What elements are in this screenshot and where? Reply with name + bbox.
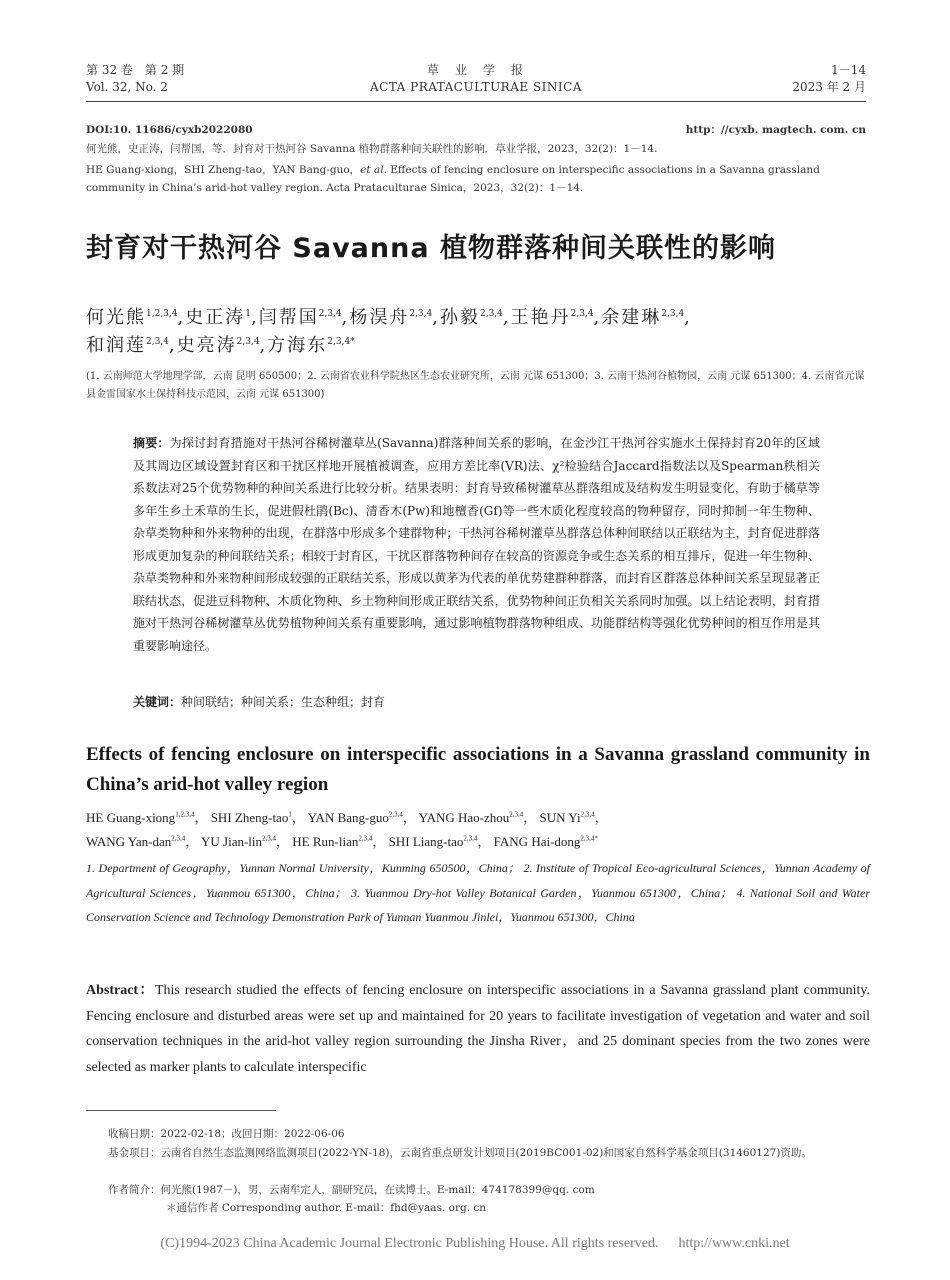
page-title-en: Effects of fencing enclosure on interspecific associations in a Savanna grassland community in China’s arid-hot valley region [86, 744, 870, 795]
author-separator: ， [477, 834, 494, 849]
author-separator: ， [523, 810, 540, 825]
author-separator: , [432, 307, 440, 328]
funding-text: 云南省自然生态监测网络监测项目(2022-YN-18)，云南省重点研发计划项目(2019BC001-02)和国家自然科学基金项目(31460127)资助。 [160, 1147, 812, 1159]
author-affiliation-marker: 2,3,4 [262, 834, 277, 843]
author-affiliation-marker: 2,3,4* [327, 337, 355, 347]
affiliations-en: 1. Department of Geography，Yunnan Normal University，Kunming 650500，China； 2. Institute of Tropical Eco-agricultural Sciences，Yunnan Academy of Agricultural Sciences，Yuanmou 651300，China； 3. Yuanmou Dry-hot Valley Botanical Garden，Yuanmou 651300，China； 4. National Soil and Water Conservation Science and Technology Demonstration Park of Yunnan Yuanmou Jinlei，Yuanmou 651300，China [86, 861, 870, 924]
footnote-rule [86, 1110, 276, 1111]
copyright-text: (C)1994-2023 China Academic Journal Electronic Publishing House. All rights reserved. [160, 1236, 659, 1251]
author-affiliation-marker: 1,2,3,4 [175, 810, 195, 819]
author-separator: , [259, 335, 268, 356]
abstract-text-en: This research studied the effects of fencing enclosure on interspecific associations in a Savanna grassland plant community. Fencing enclosure and disturbed areas were set up and maintained for 20 years to facilitate investigation of vegetation and water and soil conservation techniques in the arid-hot valley region surrounding the Jinsha River，and 25 dominant species from the two zones were selected as marker plants to calculate interspecific [86, 983, 870, 1075]
author-separator: , [684, 307, 692, 328]
doi-line [86, 121, 866, 139]
footnote-funding [108, 1145, 868, 1161]
journal-url-link[interactable]: http：//cyxb. magtech. com. cn [685, 124, 866, 136]
author-affiliation-marker: 2,3,4 [171, 834, 186, 843]
author-affiliation-marker: 1 [245, 309, 251, 319]
page-date-info [792, 62, 866, 96]
keywords-label-cn: 关键词： [133, 695, 182, 709]
en-citation-etal: et al [360, 164, 384, 176]
author-name-en: YU Jian-lin [201, 834, 263, 849]
author-separator: , [168, 335, 177, 356]
author-name-cn: 何光熊 [86, 307, 146, 328]
author-affiliation-marker: 2,3,4 [236, 337, 260, 347]
author-separator: ， [291, 810, 308, 825]
author-affiliation-marker: 2,3,4 [388, 810, 403, 819]
author-affiliation-marker: 2,3,4 [570, 309, 594, 319]
author-separator: ， [185, 834, 201, 849]
cn-citation: 何光熊，史正涛，闫帮国，等．封育对干热河谷 Savanna 植物群落种间关联性的影响．草业学报，2023，32(2)：1－14. [86, 143, 658, 155]
author-list-en [86, 806, 870, 854]
author-affiliation-marker: 2,3,4 [463, 834, 478, 843]
author-affiliation-marker: 2,3,4 [509, 810, 524, 819]
author-name-en: SHI Zheng-tao [210, 810, 289, 825]
author-name-cn: 史正涛 [185, 307, 246, 328]
funding-label: 基金项目： [108, 1147, 161, 1159]
author-separator: ， [276, 834, 293, 849]
volume-en: Vol. 32, No. 2 [86, 80, 168, 94]
author-name-cn: 方海东 [267, 335, 328, 356]
author-name-en: HE Guang-xiong [86, 810, 176, 825]
cnki-link[interactable]: http://www.cnki.net [678, 1236, 790, 1251]
author-affiliation-marker: 2,3,4 [318, 309, 342, 319]
author-separator: ， [594, 810, 608, 825]
author-name-cn: 孙毅 [439, 307, 480, 328]
abstract-cn [133, 432, 820, 657]
en-citation-authors: HE Guang-xiong，SHI Zheng-tao，YAN Bang-guo， [86, 164, 361, 176]
footnote-author-intro: 作者简介：何光熊(1987－)，男，云南牟定人，副研究员，在读博士。E-mail：474178399@qq. com [108, 1184, 595, 1196]
keywords-text-cn: 种间联结；种间关系；生态种组；封育 [181, 695, 386, 709]
abstract-label-en: Abstract： [86, 983, 155, 998]
author-name-en: HE Run-lian [292, 834, 359, 849]
doi-link[interactable]: DOI:10. 11686/cyxb2022080 [86, 124, 253, 136]
journal-name-cn: 草 业 学 报 [426, 63, 525, 77]
author-separator: ， [194, 810, 211, 825]
author-separator: , [177, 307, 186, 328]
en-citation [86, 161, 866, 197]
page-range: 1－14 [831, 63, 866, 77]
header-rule [86, 101, 866, 102]
author-name-cn: 杨淏舟 [349, 307, 410, 328]
abstract-text-cn: 为探讨封育措施对干热河谷稀树灌草丛(Savanna)群落种间关系的影响，在金沙江干热河谷实施水土保持封育20年的区域及其周边区域设置封育区和干扰区样地开展植被调查，应用方差比率(VR)法、χ²检验结合Jaccard指数法以及Spearman秩相关系数法对25个优势物种的种间关系进行比较分析。结果表明：封育导致稀树灌草丛群落组成及结构发生明显变化，有助于橘草等多年生乡土禾草的生长，促进假杜鹃(Bc)、清香木(Pw)和地檀香(Gf)等一些木质化程度较高的物种留存，同时抑制一年生物种、杂草类物种和外来物种的出现，在群落中形成多个建群物种；干热河谷稀树灌草丛群落总体种间联结以正联结为主，封育促进群落形成更加复杂的种间联结关系；相较于封育区，干扰区群落物种间存在较高的资源竞争或生态关系的相互排斥，促进一年生物种、杂草类物种和外来物种间形成较强的正联结关系，形成以黄茅为代表的单优势建群种群落，而封育区群落总体种间关系呈现显著正联结状态，促进豆科物种、木质化物种、乡土物种间形成正联结关系，优势物种间正负相关关系同时加强。以上结论表明，封育措施对干热河谷稀树灌草丛优势植物种间关系有重要影响，通过影响植物群落物种组成、功能群结构等强化优势种间的相互作用是其重要影响途径。 [133, 436, 820, 653]
footnote-corresponding: ＊通信作者 Corresponding author. E-mail：fhd@yaas. org. cn [166, 1202, 487, 1214]
author-affiliation-marker: 1,2,3,4 [146, 309, 178, 319]
author-name-cn: 史亮涛 [176, 335, 237, 356]
author-name-en: YANG Hao-zhou [418, 810, 510, 825]
affiliations-cn: (1. 云南师范大学地理学部，云南 昆明 650500；2. 云南省农业科学院热区生态农业研究所，云南 元谋 651300；3. 云南干热河谷植物园，云南 元谋 651300；4. 云南省元谋县金雷国家水土保持科技示范园，云南 元谋 651300) [86, 371, 865, 400]
author-affiliation-marker: 2,3,4* [580, 834, 598, 843]
author-affiliation-marker: 1 [288, 810, 292, 819]
author-affiliation-marker: 2,3,4 [358, 834, 373, 843]
author-name-en: FANG Hai-dong [493, 834, 581, 849]
author-separator: , [250, 307, 259, 328]
author-name-cn: 王艳丹 [510, 307, 571, 328]
copyright-line [0, 1236, 950, 1252]
footnote-dates: 收稿日期：2022-02-18；改回日期：2022-06-06 [108, 1128, 345, 1140]
author-separator: ， [372, 834, 389, 849]
author-name-en: WANG Yan-dan [86, 834, 172, 849]
en-citation-rest: . Effects of fencing enclosure on interspecific associations in a Savanna grassland community in China’s arid-hot valley region. Acta Prataculturae Sinica，2023，32(2)：1－14. [86, 164, 820, 194]
volume-cn: 第 32 卷 第 2 期 [86, 63, 185, 77]
author-name-cn: 闫帮国 [258, 307, 319, 328]
author-affiliation-marker: 2,3,4 [661, 309, 685, 319]
author-affiliation-marker: 2,3,4 [146, 337, 169, 347]
author-name-en: SHI Liang-tao [388, 834, 464, 849]
journal-name-en: ACTA PRATACULTURAE SINICA [369, 80, 583, 94]
issue-date: 2023 年 2 月 [792, 80, 866, 94]
page-title-cn: 封育对干热河谷 Savanna 植物群落种间关联性的影响 [86, 233, 776, 264]
author-affiliation-marker: 2,3,4 [580, 810, 595, 819]
author-separator: , [502, 307, 511, 328]
author-name-cn: 余建琳 [601, 307, 662, 328]
author-name-cn: 和润莲 [86, 335, 146, 356]
author-separator: ， [402, 810, 419, 825]
author-affiliation-marker: 2,3,4 [409, 309, 433, 319]
author-separator: , [593, 307, 602, 328]
abstract-en [86, 978, 870, 1080]
author-name-en: YAN Bang-guo [307, 810, 389, 825]
author-affiliation-marker: 2,3,4 [479, 309, 503, 319]
abstract-label-cn: 摘要： [133, 436, 170, 450]
journal-name [86, 62, 866, 96]
author-name-en: SUN Yi [539, 810, 581, 825]
author-list-cn [86, 304, 876, 360]
keywords-cn [133, 693, 820, 710]
author-separator: , [341, 307, 350, 328]
